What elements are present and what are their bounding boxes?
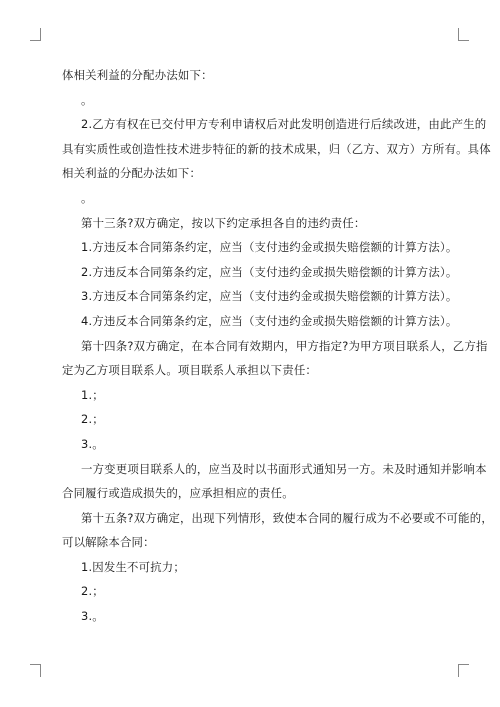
text-line: 第十三条?双方确定，按以下约定承担各自的违约责任： <box>81 215 366 230</box>
text-line: 4.方违反本合同第条约定，应当（支付违约金或损失赔偿额的计算方法）。 <box>81 313 458 328</box>
text-line: 具有实质性或创造性技术进步特征的新的技术成果，归（乙方、双方）方所有。具体 <box>62 141 491 156</box>
text-line: 体相关利益的分配办法如下： <box>62 68 213 82</box>
text-line: 。 <box>81 190 93 205</box>
text-line: 3.。 <box>81 609 104 624</box>
crop-mark-top-left <box>30 28 41 41</box>
text-line: 相关利益的分配办法如下： <box>62 166 202 181</box>
text-line: 一方变更项目联系人的，应当及时以书面形式通知另一方。未及时通知并影响本 <box>81 461 487 476</box>
text-line: 2.； <box>81 412 104 427</box>
text-line: 第十五条?双方确定，出现下列情形，致使本合同的履行成为不必要或不可能的， <box>81 510 493 525</box>
text-line: 定为乙方项目联系人。项目联系人承担以下责任： <box>62 363 317 378</box>
text-line: 1.； <box>81 387 104 402</box>
text-line: 1.方违反本合同第条约定，应当（支付违约金或损失赔偿额的计算方法）。 <box>81 240 458 255</box>
text-line: 可以解除本合同： <box>62 535 155 550</box>
text-line: 2.乙方有权在已交付甲方专利申请权后对此发明创造进行后续改进，由此产生的 <box>81 117 487 132</box>
document-body <box>62 63 493 629</box>
text-line: 合同履行或造成损失的，应承担相应的责任。 <box>62 486 294 501</box>
crop-mark-bottom-right <box>458 664 469 677</box>
text-line: 第十四条?双方确定，在本合同有效期内，甲方指定?为甲方项目联系人，乙方指 <box>81 338 488 353</box>
crop-mark-bottom-left <box>30 664 41 677</box>
text-line: 2.； <box>81 584 104 599</box>
text-line: 3.方违反本合同第条约定，应当（支付违约金或损失赔偿额的计算方法）。 <box>81 289 458 304</box>
text-line: 2.方违反本合同第条约定，应当（支付违约金或损失赔偿额的计算方法）。 <box>81 264 458 279</box>
text-line: 3.。 <box>81 436 104 451</box>
text-line: 1.因发生不可抗力； <box>81 559 185 574</box>
text-line: 。 <box>81 92 93 107</box>
crop-mark-top-right <box>458 28 469 41</box>
